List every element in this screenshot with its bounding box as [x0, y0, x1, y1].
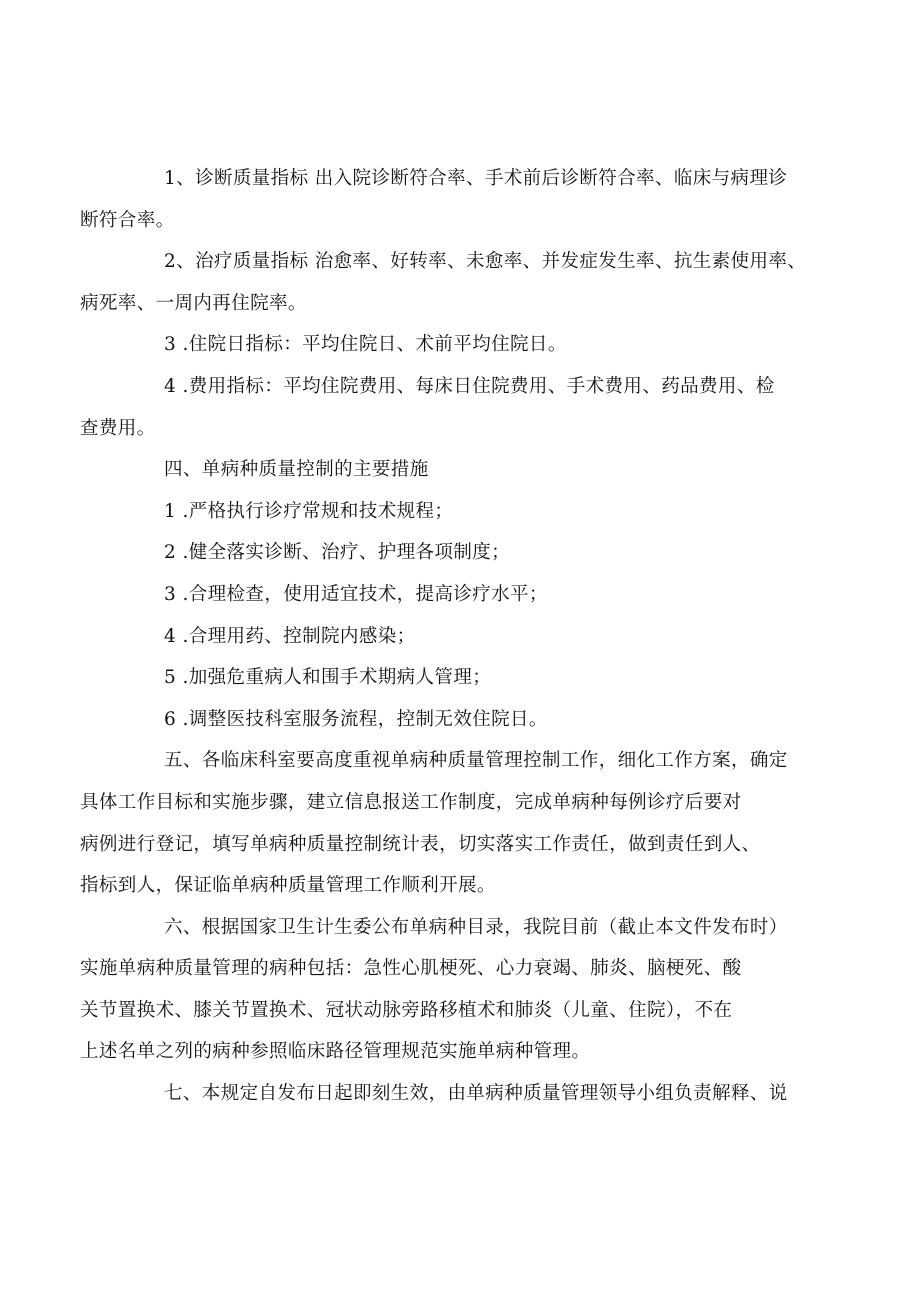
document-body — [80, 158, 834, 1115]
text-line: 4 .费用指标：平均住院费用、每床日住院费用、手术费用、药品费用、检 — [164, 375, 775, 397]
text-line: 2、治疗质量指标 治愈率、好转率、未愈率、并发症发生率、抗生素使用率、 — [164, 251, 807, 273]
text-line: 1、诊断质量指标 出入院诊断符合率、手术前后诊断符合率、临床与病理诊 — [164, 168, 788, 189]
list-item-measure-1 — [122, 491, 834, 533]
list-item-measure-4 — [122, 616, 834, 658]
text-line: 具体工作目标和实施步骤，建立信息报送工作制度，完成单病种每例诊疗后要对 — [80, 791, 742, 813]
list-item-measure-6 — [122, 699, 834, 741]
paragraph-cost-indicators — [80, 366, 834, 449]
text-line: 3 .合理检查，使用适宜技术，提高诊疗水平； — [164, 583, 548, 605]
text-line: 查费用。 — [80, 417, 156, 439]
paragraph-section-five — [80, 740, 834, 906]
text-line: 关节置换术、膝关节置换术、冠状动脉旁路移植术和肺炎（儿童、住院），不在 — [80, 999, 733, 1021]
list-item-measure-2 — [122, 532, 834, 574]
paragraph-diagnosis-quality — [80, 158, 834, 241]
text-line: 六、根据国家卫生计生委公布单病种目录，我院目前（截止本文件发布时） — [164, 916, 788, 938]
text-line: 6 .调整医技科室服务流程，控制无效住院日。 — [164, 708, 548, 730]
list-item-measure-5 — [122, 657, 834, 699]
text-line: 2 .健全落实诊断、治疗、护理各项制度； — [164, 542, 511, 564]
text-line: 上述名单之列的病种参照临床路径管理规范实施单病种管理。 — [80, 1041, 591, 1063]
text-line: 五、各临床科室要高度重视单病种质量管理控制工作，细化工作方案，确定 — [164, 750, 788, 772]
text-line: 病死率、一周内再住院率。 — [80, 292, 307, 314]
text-line: 5 .加强危重病人和围手术期病人管理； — [164, 667, 492, 689]
text-line: 病例进行登记，填写单病种质量控制统计表，切实落实工作责任，做到责任到人、 — [80, 833, 761, 855]
paragraph-section-seven — [122, 1073, 834, 1115]
text-line: 指标到人，保证临单病种质量管理工作顺利开展。 — [80, 875, 496, 897]
paragraph-hospital-days — [122, 324, 834, 366]
list-item-measure-3 — [122, 574, 834, 616]
paragraph-treatment-quality — [80, 241, 834, 324]
text-line: 断符合率。 — [80, 209, 175, 231]
text-line: 七、本规定自发布日起即刻生效，由单病种质量管理领导小组负责解释、说 — [164, 1083, 788, 1105]
text-line: 3 .住院日指标：平均住院日、术前平均住院日。 — [164, 334, 567, 356]
text-line: 4 .合理用药、控制院内感染； — [164, 625, 416, 647]
section-heading: 四、单病种质量控制的主要措施 — [164, 459, 429, 481]
paragraph-section-six — [80, 907, 834, 1073]
text-line: 1 .严格执行诊疗常规和技术规程； — [164, 500, 454, 522]
text-line: 实施单病种质量管理的病种包括：急性心肌梗死、心力衰竭、肺炎、脑梗死、酸 — [80, 958, 742, 980]
section-heading-measures — [122, 449, 834, 491]
